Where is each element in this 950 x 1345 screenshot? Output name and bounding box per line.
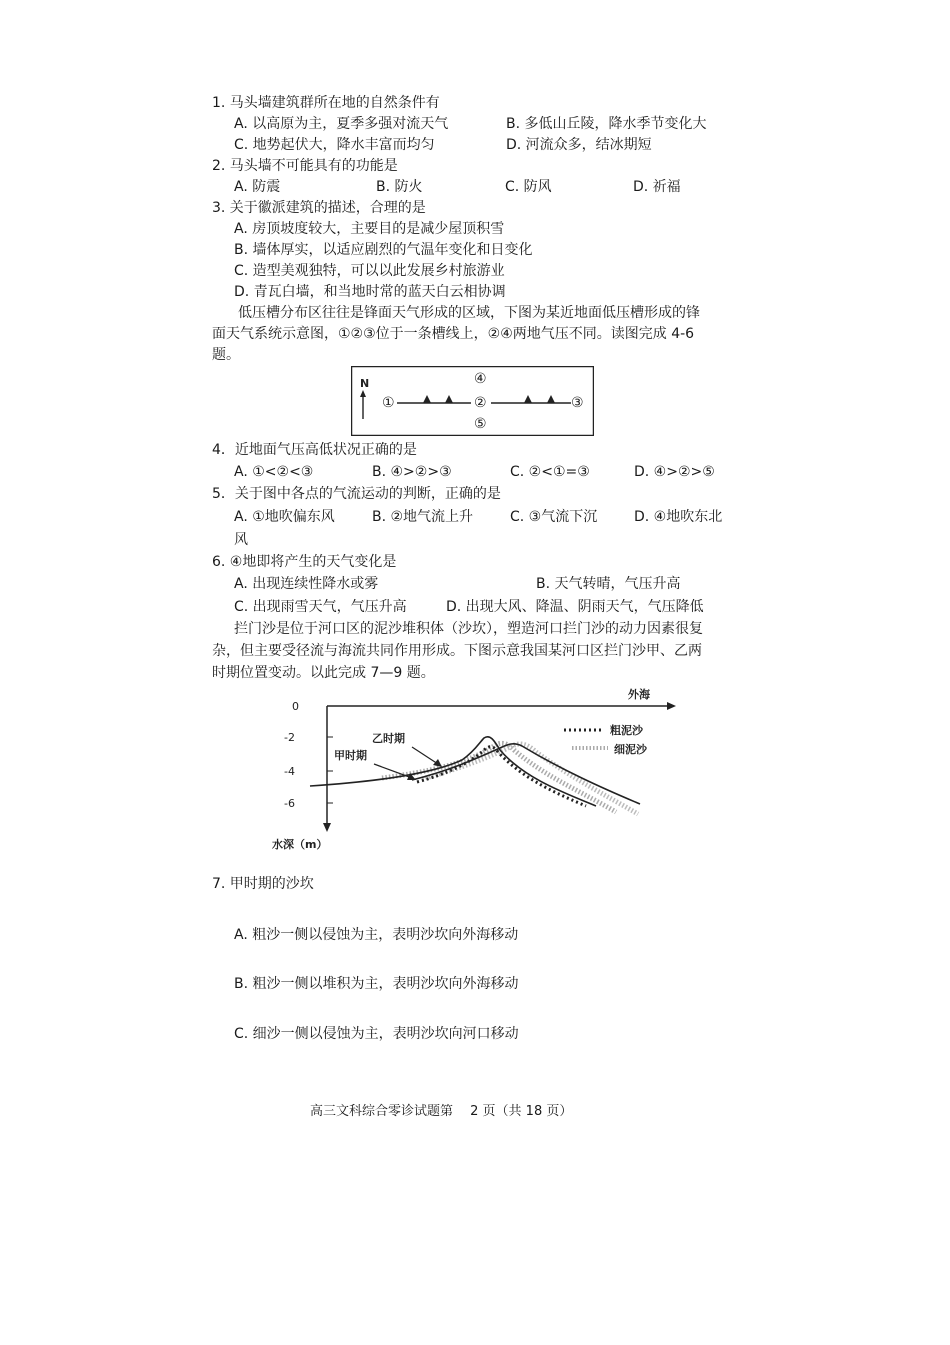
sand-bar-diagram xyxy=(262,684,682,856)
passage1-line-3: 题。 xyxy=(212,347,240,363)
front-system-diagram xyxy=(351,366,594,436)
point-5-label: ⑤ xyxy=(474,416,487,432)
passage1-line-2: 面天气系统示意图，①②③位于一条槽线上，②④两地气压不同。读图完成 4-6 xyxy=(212,326,695,342)
point-2-label: ② xyxy=(474,395,487,411)
q4-option-d: D. ④>②>⑤ xyxy=(634,464,715,480)
question-4-stem: 4．近地面气压高低状况正确的是 xyxy=(212,442,417,458)
q2-option-a: A. 防震 xyxy=(234,179,281,195)
q5-option-b: B. ②地气流上升 xyxy=(372,509,474,525)
q5-option-c: C. ③气流下沉 xyxy=(510,509,598,525)
legend-coarse-label: 粗泥沙 xyxy=(610,724,643,737)
tick-minus-2: -2 xyxy=(284,731,295,744)
passage2-line-3: 时期位置变动。以此完成 7—9 题。 xyxy=(212,665,435,681)
point-1-label: ① xyxy=(382,395,395,411)
q7-option-c: C. 细沙一侧以侵蚀为主，表明沙坎向河口移动 xyxy=(234,1026,519,1042)
q7-option-a: A. 粗沙一侧以侵蚀为主，表明沙坎向外海移动 xyxy=(234,927,519,943)
period-jia-label: 甲时期 xyxy=(334,749,367,762)
q4-option-b: B. ④>②>③ xyxy=(372,464,452,480)
question-5-stem: 5．关于图中各点的气流运动的判断，正确的是 xyxy=(212,486,501,502)
question-3-stem: 3. 关于徽派建筑的描述，合理的是 xyxy=(212,200,426,216)
legend-fine-label: 细泥沙 xyxy=(614,743,647,756)
q5-option-d: D. ④地吹东北 xyxy=(634,509,723,525)
q6-option-b: B. 天气转晴，气压升高 xyxy=(536,576,681,592)
q7-option-b: B. 粗沙一侧以堆积为主，表明沙坎向外海移动 xyxy=(234,976,519,992)
y-axis-label: 水深（m） xyxy=(272,838,328,851)
q2-option-c: C. 防风 xyxy=(505,179,552,195)
tick-0: 0 xyxy=(292,700,299,713)
sea-label: 外海 xyxy=(628,688,650,701)
passage1-line-1: 低压槽分布区往往是锋面天气形成的区域，下图为某近地面低压槽形成的锋 xyxy=(238,305,700,321)
q5-option-d-cont: 风 xyxy=(234,532,248,548)
north-label: N xyxy=(360,377,370,390)
question-6-stem: 6. ④地即将产生的天气变化是 xyxy=(212,554,397,570)
x-axis-arrow-icon xyxy=(667,702,676,710)
point-4-label: ④ xyxy=(474,371,487,387)
q3-option-c: C. 造型美观独特，可以以此发展乡村旅游业 xyxy=(234,263,505,279)
q1-option-c: C. 地势起伏大，降水丰富而均匀 xyxy=(234,137,435,153)
q2-option-b: B. 防火 xyxy=(376,179,423,195)
q3-option-a: A. 房顶坡度较大，主要目的是减少屋顶积雪 xyxy=(234,221,505,237)
passage2-line-1: 拦门沙是位于河口区的泥沙堆积体（沙坎），塑造河口拦门沙的动力因素很复 xyxy=(234,621,703,637)
q1-option-a: A. 以高原为主，夏季多强对流天气 xyxy=(234,116,449,132)
period-yi-label: 乙时期 xyxy=(372,732,405,745)
tick-minus-6: -6 xyxy=(284,797,295,810)
passage2-line-2: 杂，但主要受径流与海流共同作用形成。下图示意我国某河口区拦门沙甲、乙两 xyxy=(212,643,702,659)
q4-option-c: C. ②<①=③ xyxy=(510,464,590,480)
point-3-label: ③ xyxy=(571,395,584,411)
page-footer: 高三文科综合零诊试题第 2 页（共 18 页） xyxy=(310,1104,573,1119)
coarse-sand-line-jia xyxy=(417,747,586,806)
period-yi-arrow-icon xyxy=(433,759,442,767)
q1-option-b: B. 多低山丘陵，降水季节变化大 xyxy=(506,116,707,132)
q3-option-b: B. 墙体厚实，以适应剧烈的气温年变化和日变化 xyxy=(234,242,533,258)
q2-option-d: D. 祈福 xyxy=(633,179,681,195)
tick-minus-4: -4 xyxy=(284,765,295,778)
q6-option-c: C. 出现雨雪天气，气压升高 xyxy=(234,599,407,615)
q6-option-a: A. 出现连续性降水或雾 xyxy=(234,576,379,592)
q1-option-d: D. 河流众多，结冰期短 xyxy=(506,137,652,153)
q4-option-a: A. ①<②<③ xyxy=(234,464,314,480)
question-7-stem: 7. 甲时期的沙坎 xyxy=(212,876,314,892)
q6-option-d: D. 出现大风、降温、阴雨天气，气压降低 xyxy=(446,599,704,615)
question-1-stem: 1. 马头墙建筑群所在地的自然条件有 xyxy=(212,95,440,111)
q3-option-d: D. 青瓦白墙，和当地时常的蓝天白云相协调 xyxy=(234,284,506,300)
question-2-stem: 2. 马头墙不可能具有的功能是 xyxy=(212,158,398,174)
q5-option-a: A. ①地吹偏东风 xyxy=(234,509,335,525)
y-axis-arrow-icon xyxy=(323,823,331,832)
